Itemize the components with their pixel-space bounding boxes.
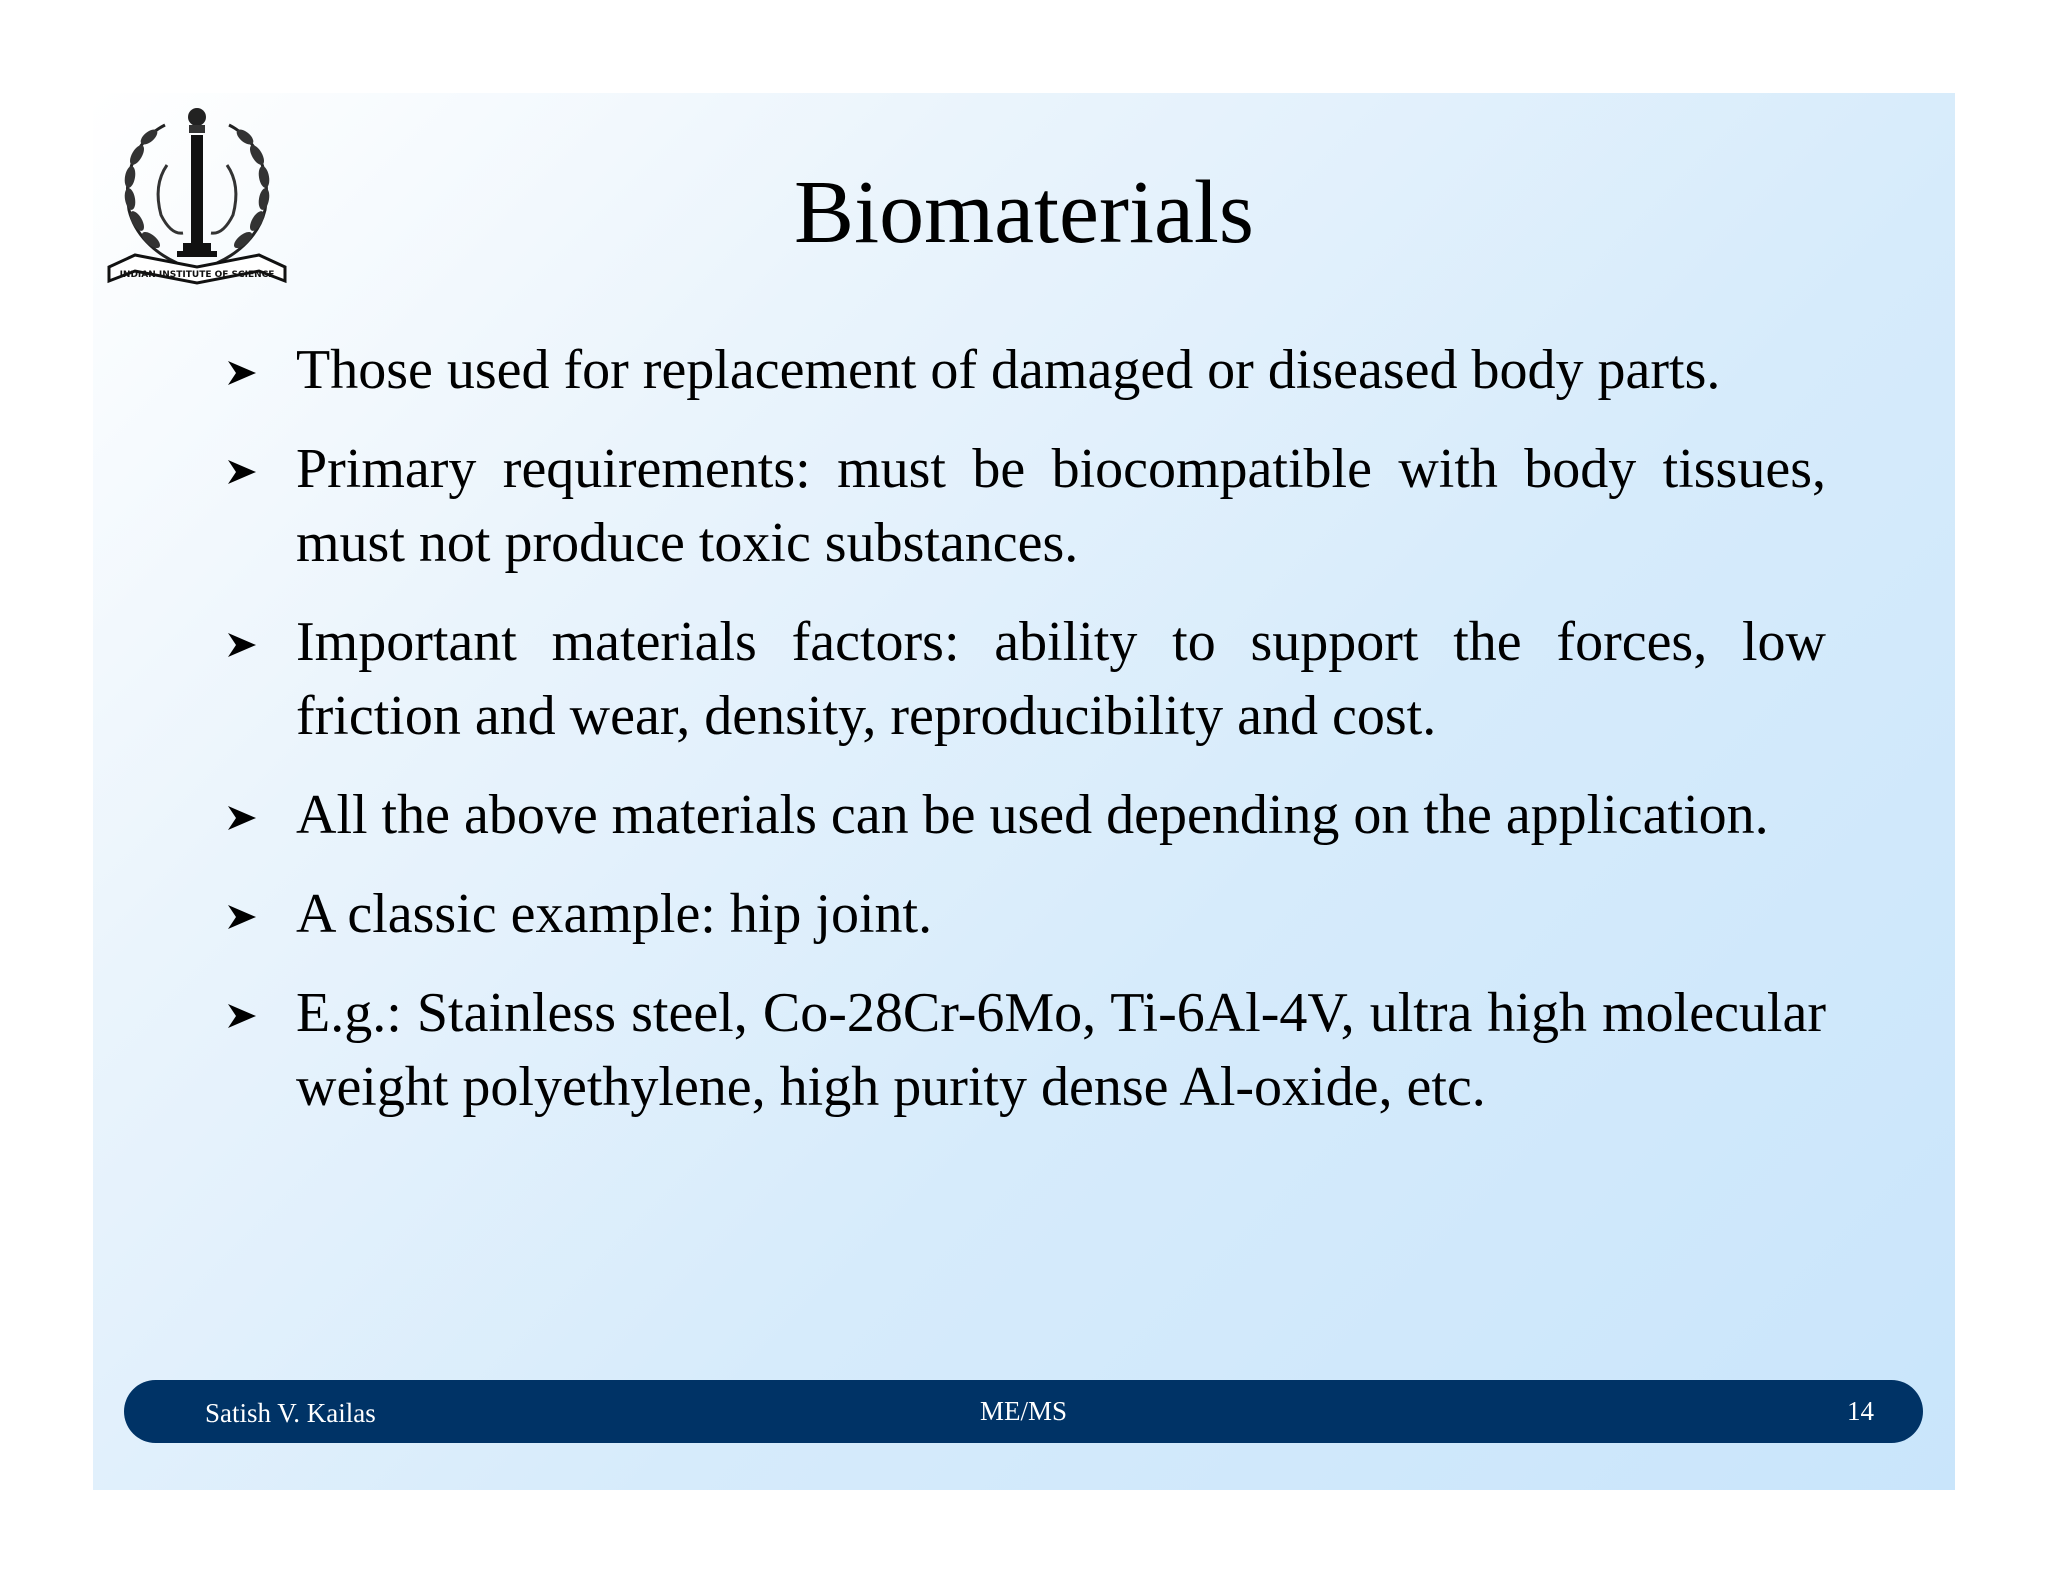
footer-course: ME/MS xyxy=(979,1396,1068,1426)
arrow-bullet-icon xyxy=(226,359,258,387)
bullet-text: Primary requirements: must be biocompatible with body tissues, must not produce toxic substances. xyxy=(296,438,1826,574)
footer-bar xyxy=(124,1380,1923,1443)
bullet-text: Those used for replacement of damaged or diseased body parts. xyxy=(296,339,1721,401)
list-item xyxy=(226,976,1826,1124)
page-title: Biomaterials xyxy=(794,163,1254,262)
arrow-bullet-icon xyxy=(226,1002,258,1030)
list-item xyxy=(226,778,1826,852)
page-number: 14 xyxy=(1847,1396,1874,1426)
bullet-text: All the above materials can be used depending on the application. xyxy=(296,784,1769,846)
bullet-text: A classic example: hip joint. xyxy=(296,883,933,945)
list-item xyxy=(226,333,1826,407)
arrow-bullet-icon xyxy=(226,804,258,832)
list-item xyxy=(226,877,1826,951)
list-item xyxy=(226,605,1826,753)
arrow-bullet-icon xyxy=(226,903,258,931)
svg-text:INDIAN INSTITUTE OF SCIENCE: INDIAN INSTITUTE OF SCIENCE xyxy=(119,270,275,280)
bullet-text: Important materials factors: ability to support the forces, low friction and wear, density, reproducibility and cost. xyxy=(296,611,1826,747)
slide xyxy=(93,93,1955,1490)
arrow-bullet-icon xyxy=(226,631,258,659)
bullet-list xyxy=(226,333,1826,1149)
arrow-bullet-icon xyxy=(226,458,258,486)
footer-author: Satish V. Kailas xyxy=(205,1398,376,1428)
bullet-text: E.g.: Stainless steel, Co-28Cr-6Mo, Ti-6Al-4V, ultra high molecular weight polyethylene, high purity dense Al-oxide, etc. xyxy=(296,982,1826,1118)
list-item xyxy=(226,432,1826,580)
